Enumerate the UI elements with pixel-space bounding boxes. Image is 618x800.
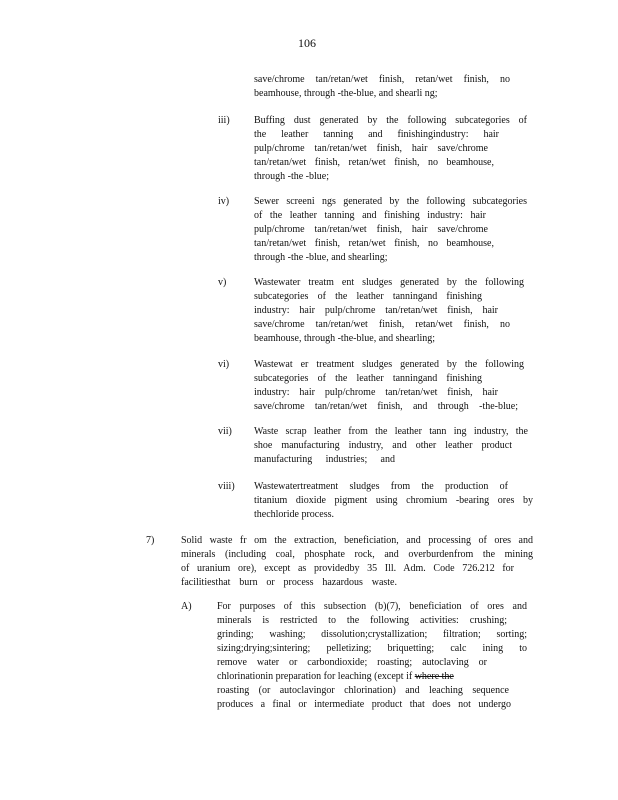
text-line: grinding; washing; dissolution;crystallization; filtration; sorting;: [217, 629, 527, 640]
text-line: roasting (or autoclavingor chlorination) and leaching sequence: [217, 685, 509, 696]
text-line: shoe manufacturing industry, and other leather product: [254, 440, 512, 451]
text-line: industry: hair pulp/chrome tan/retan/wet finish, hair: [254, 305, 498, 316]
subitem-label: vi): [218, 359, 230, 370]
text-line: save/chrome tan/retan/wet finish, and through -the-blue;: [254, 401, 518, 412]
text-line: through -the -blue, and shearling;: [254, 252, 388, 263]
item-text: [181, 534, 533, 590]
subitem-text: [254, 358, 524, 414]
text-line: beamhouse, through -the-blue, and shearling;: [254, 333, 436, 344]
text-line: For purposes of this subsection (b)(7), beneficiation of ores and: [217, 601, 527, 612]
text-fragment: chlorinationin preparation for leaching (except if: [217, 671, 413, 682]
subitem-text: [254, 195, 527, 265]
text-line: of the leather tanning and finishing industry: hair: [254, 210, 486, 221]
text-line: sizing;drying;sintering; pelletizing; briquetting; calc ining to: [217, 643, 527, 654]
text-line: Sewer screeni ngs generated by the following subcategories: [254, 196, 527, 207]
subitem-label: v): [218, 277, 227, 288]
subitem-label: viii): [218, 481, 235, 492]
subsection-label: A): [181, 601, 192, 612]
text-line: Solid waste fr om the extraction, beneficiation, and processing of ores and: [181, 535, 533, 546]
text-line: industry: hair pulp/chrome tan/retan/wet finish, hair: [254, 387, 498, 398]
text-line-with-strikethrough: [217, 670, 527, 684]
text-line: produces a final or intermediate product that does not undergo: [217, 699, 511, 710]
subitem-label: vii): [218, 426, 232, 437]
item-label: 7): [146, 535, 155, 546]
text-line: minerals (including coal, phosphate rock, and overburdenfrom the mining: [181, 549, 533, 560]
text-line: the leather tanning and finishingindustry: hair: [254, 129, 499, 140]
subitem-text: [254, 480, 533, 522]
text-line: of uranium ore), except as providedby 35 Ill. Adm. Code 726.212 for: [181, 563, 514, 574]
text-line: remove water or carbondioxide; roasting; autoclaving or: [217, 657, 487, 668]
page-number: 106: [298, 36, 316, 50]
text-line: Wastewatertreatment sludges from the production of: [254, 481, 508, 492]
text-line: pulp/chrome tan/retan/wet finish, hair save/chrome: [254, 143, 488, 154]
text-line: Wastewat er treatment sludges generated by the following: [254, 359, 524, 370]
text-line: pulp/chrome tan/retan/wet finish, hair save/chrome: [254, 224, 488, 235]
text-line: Buffing dust generated by the following subcategories of: [254, 115, 527, 126]
subitem-label: iii): [218, 115, 230, 126]
subitem-text: [254, 425, 528, 467]
text-line: Waste scrap leather from the leather tann ing industry, the: [254, 426, 528, 437]
text-line: thechloride process.: [254, 509, 334, 520]
struck-text: where the: [414, 671, 454, 682]
text-line: Wastewater treatm ent sludges generated by the following: [254, 277, 524, 288]
text-line: save/chrome tan/retan/wet finish, retan/wet finish, no: [254, 319, 510, 330]
subitem-label: iv): [218, 196, 230, 207]
text-line: tan/retan/wet finish, retan/wet finish, no beamhouse,: [254, 238, 494, 249]
text-line: tan/retan/wet finish, retan/wet finish, no beamhouse,: [254, 157, 494, 168]
text-line: facilitiesthat burn or process hazardous waste.: [181, 577, 397, 588]
subsection-text: [217, 600, 527, 712]
text-line: subcategories of the leather tanningand finishing: [254, 291, 482, 302]
text-line: beamhouse, through -the-blue, and shearli ng;: [254, 88, 438, 99]
text-line: minerals is restricted to the following activities: crushing;: [217, 615, 507, 626]
text-line: subcategories of the leather tanningand finishing: [254, 373, 482, 384]
subitem-text: [254, 276, 524, 346]
text-line: save/chrome tan/retan/wet finish, retan/wet finish, no: [254, 74, 510, 85]
text-line: through -the -blue;: [254, 171, 329, 182]
text-line: manufacturing industries; and: [254, 454, 395, 465]
text-line: titanium dioxide pigment using chromium -bearing ores by: [254, 495, 533, 506]
subitem-text: [254, 114, 527, 184]
continuation-paragraph: [254, 73, 510, 101]
